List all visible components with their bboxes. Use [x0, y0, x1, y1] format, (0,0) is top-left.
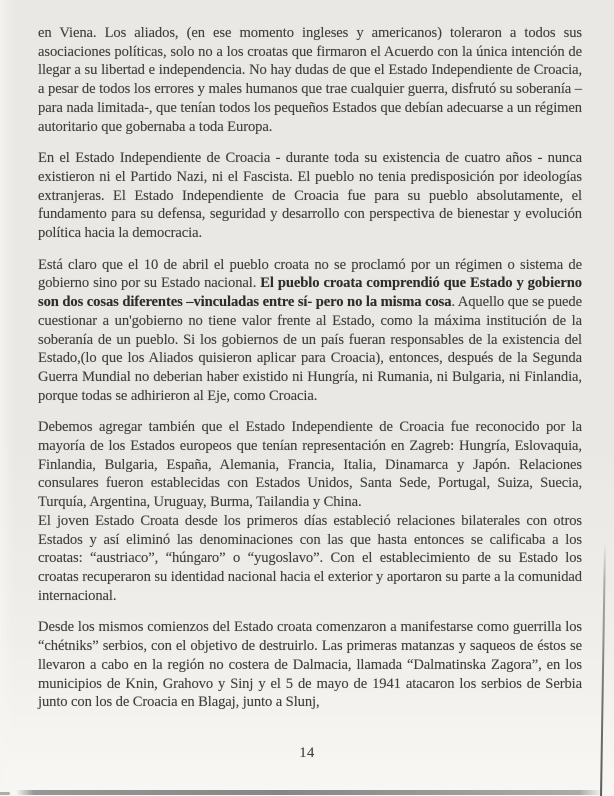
bold-text-segment: El pueblo croata comprendió que Estado y gobierno son dos cosas diferentes –vinculadas entre sí- pero no la misma cosa [38, 275, 582, 311]
page-number: 14 [299, 745, 315, 761]
paragraph [38, 512, 582, 606]
paragraph [38, 418, 582, 512]
text-block [38, 24, 582, 712]
paragraph [38, 618, 582, 712]
text-segment: Está claro que el 10 de abril el pueblo croata no se proclamó por un régimen o sistema de gobierno sino por su Estado nacional. [38, 256, 582, 292]
scan-edge-shadow-bottom [16, 790, 603, 795]
text-segment: en Viena. Los aliados, (en ese momento ingleses y americanos) toleraron a todos sus asociaciones políticas, solo no a los croatas que firmaron el Acuerdo con la única intención de llegar a su libertad e independencia. No hay dudas de que el Estado Independiente de Croacia, a pesar de todos los errores y males humanos que trae cualquier guerra, disfrutó su soberanía –para nada limitada-, que tenían todos los pequeños Estados que debían adecuarse a un régimen autoritario que gobernaba a toda Europa. [38, 25, 582, 135]
text-segment: El joven Estado Croata desde los primeros días estableció relaciones bilaterales con otros Estados y así eliminó las denominaciones con las que hasta entonces se calificaba a los croatas: “austriaco”, “húngaro” o “yugoslavo”. Con el establecimiento de su Estado los croatas recuperaron su identidad nacional hacia el exterior y aportaron su parte a la comunidad internacional. [38, 512, 582, 604]
paragraph [38, 149, 582, 243]
text-segment: Debemos agregar también que el Estado Independiente de Croacia fue reconocido por la mayoría de los Estados europeos que tenían representación en Zagreb: Hungría, Eslovaquia, Finlandia, Bulgaria, España, Alemania, Francia, Italia, Dinamarca y Japón. Relaciones consulares fueron establecidas con Estados Unidos, Santa Sede, Portugal, Suiza, Suecia, Turquía, Argentina, Uruguay, Burma, Tailandia y China. [38, 419, 582, 511]
text-segment: En el Estado Independiente de Croacia - durante toda su existencia de cuatro años - nunca existieron ni el Partido Nazi, ni el Fascista. El pueblo no tenia predisposición por ideologías extranjeras. El Estado Independiente de Croacia fue para su pueblo absolutamente, el fundamento para su defensa, seguridad y desarrollo con perspectiva de bienestar y evolución política hacia la democracia. [38, 150, 582, 242]
paragraph [38, 24, 582, 136]
text-segment: . Aquello que se puede cuestionar a un'gobierno no tiene valor frente al Estado, como la máxima institución de la soberanía de un pueblo. Si los gobiernos de un país fueran responsables de la existencia del Estado,(lo que los Aliados quisieron aplicar para Croacia), entonces, después de la Segunda Guerra Mundial no deberian haber existido ni Hungría, ni Rumania, ni Bulgaria, ni Finlandia, porque todas se adhirieron al Eje, como Croacia. [38, 294, 582, 404]
text-segment: Desde los mismos comienzos del Estado croata comenzaron a manifestarse como guerrilla los “chétniks” serbios, con el objetivo de destruirlo. Las primeras matanzas y saqueos de éstos se llevaron a cabo en la región no costera de Dalmacia, llamada “Dalmatinska Zagora”, en los municipios de Knin, Grahovo y Sinj y el 5 de mayo de 1941 atacaron los serbios de Serbia junto con los de Croacia en Blagaj, junto a Slunj, [38, 619, 582, 711]
scan-corner-mark [0, 792, 10, 795]
paragraph [38, 256, 582, 406]
